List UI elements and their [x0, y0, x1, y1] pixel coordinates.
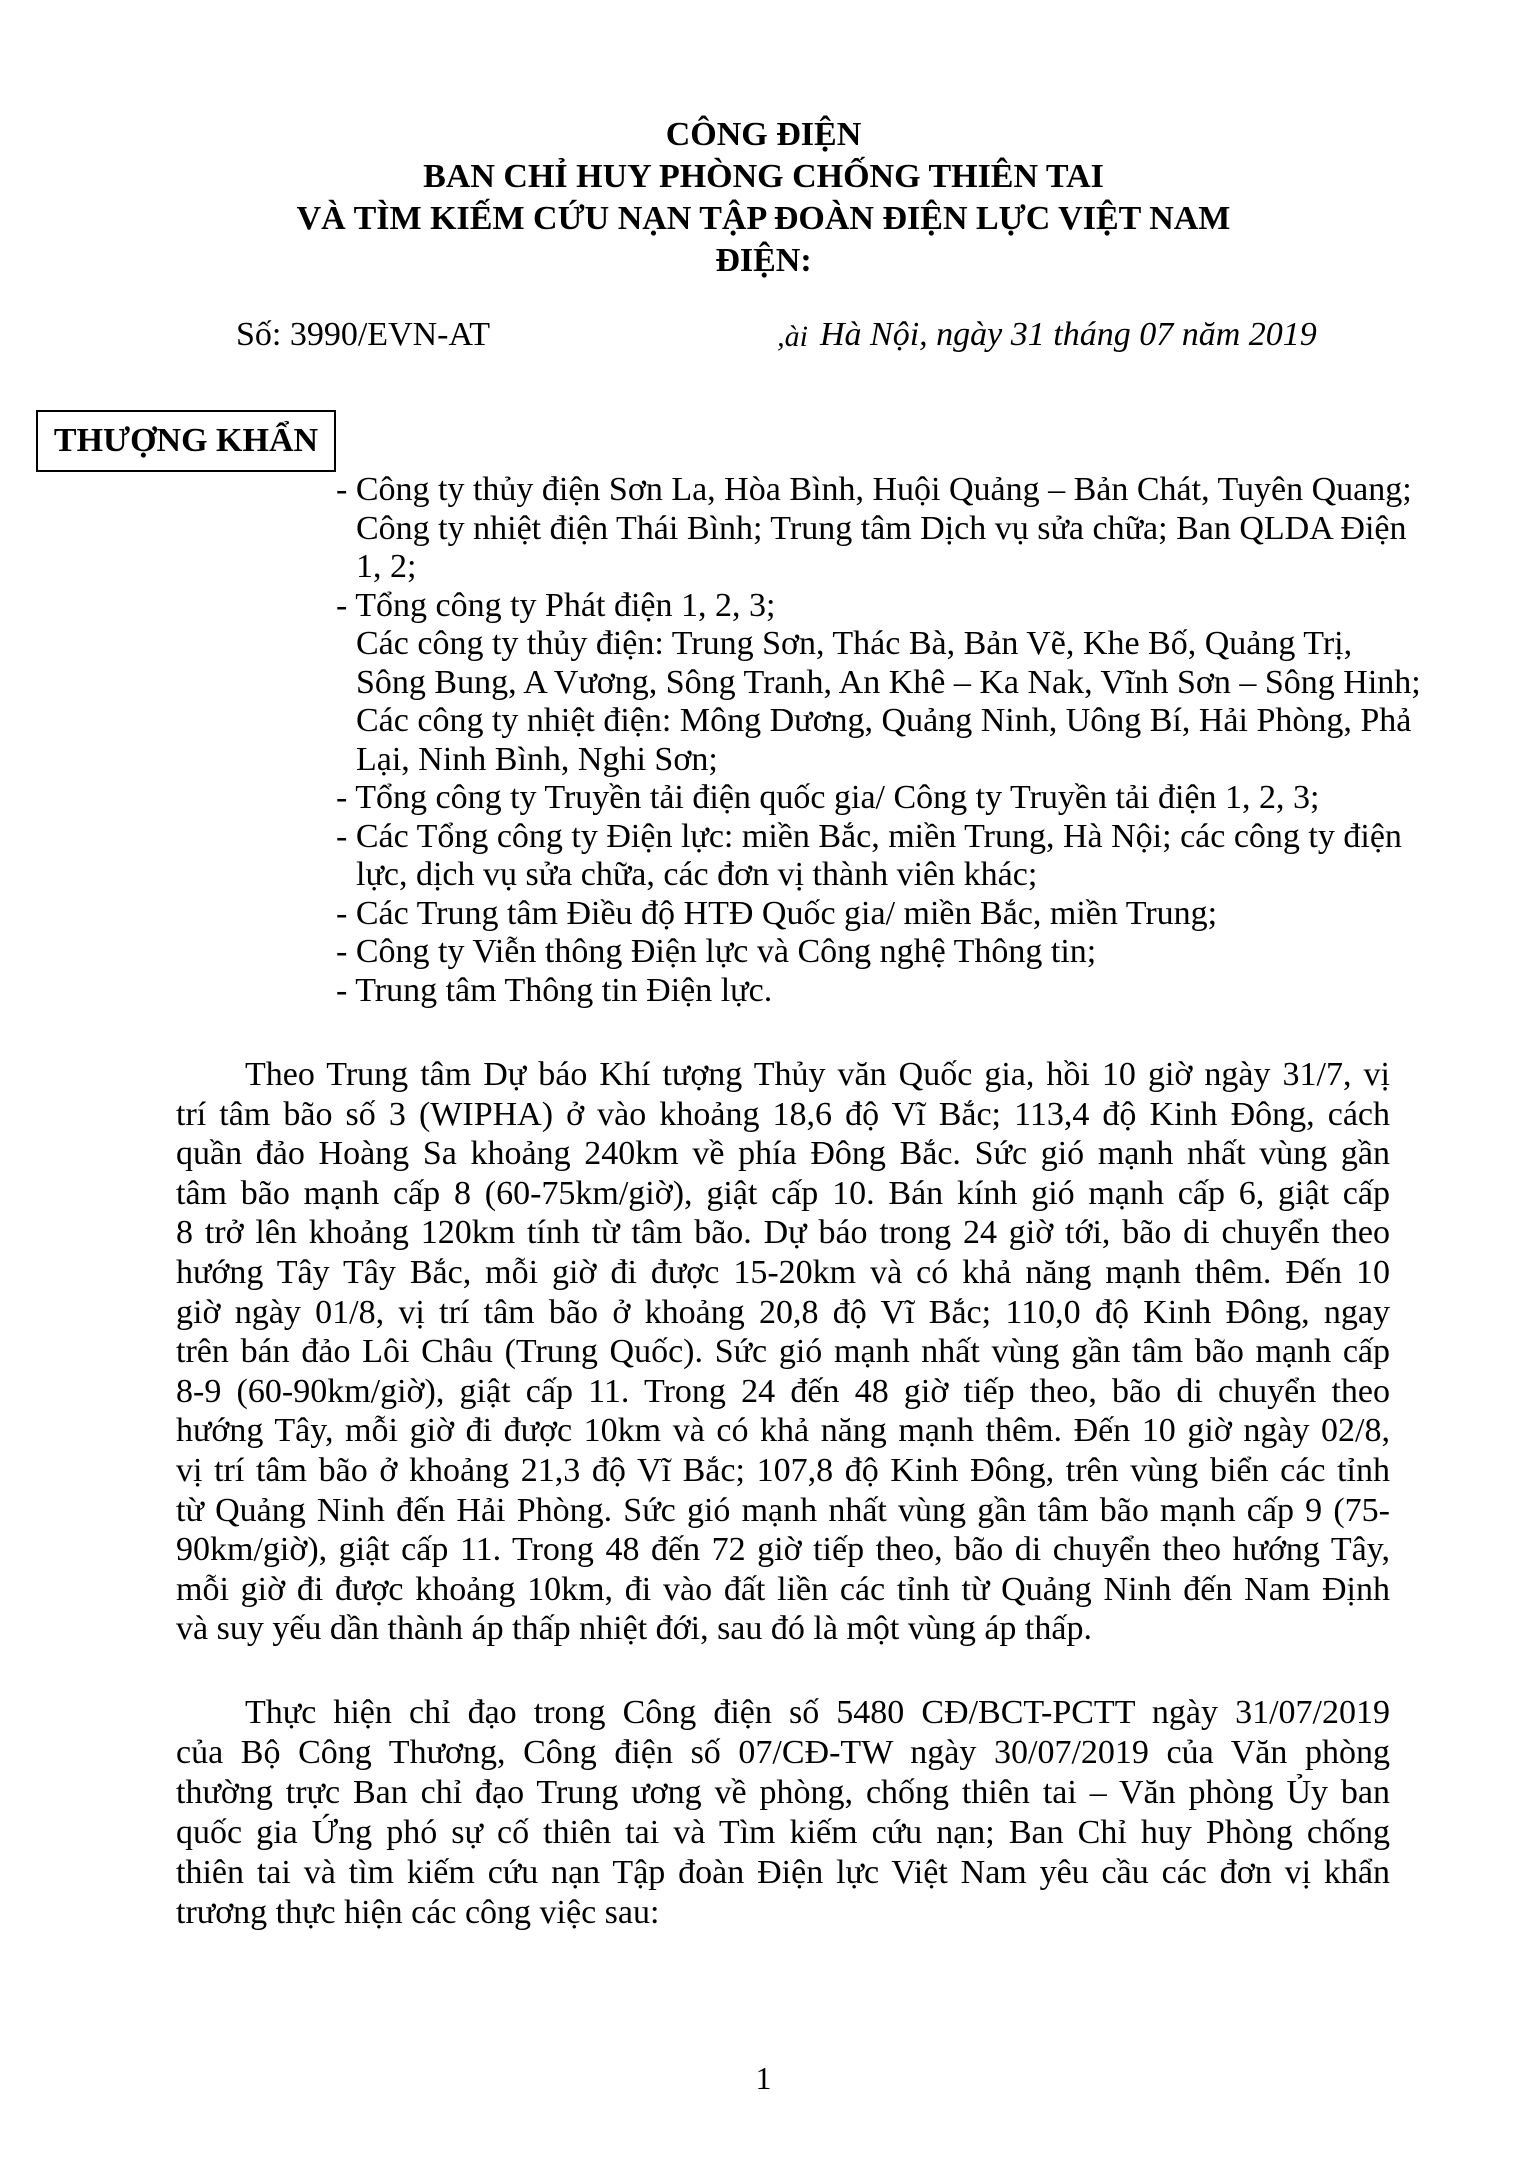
- paragraph-line: và suy yếu dần thành áp thấp nhiệt đới, sau đó là một vùng áp thấp.: [176, 1610, 1092, 1648]
- paragraph-line: trên bán đảo Lôi Châu (Trung Quốc). Sức gió mạnh nhất vùng gần tâm bão mạnh cấp: [176, 1333, 1390, 1371]
- paragraph-line: 90km/giờ), giật cấp 11. Trong 48 đến 72 giờ tiếp theo, bão di chuyển theo hướng Tây,: [176, 1531, 1390, 1569]
- paragraph-line: quốc gia Ứng phó sự cố thiên tai và Tìm kiếm cứu nạn; Ban Chỉ huy Phòng chống: [176, 1814, 1390, 1851]
- paragraph-line: giờ ngày 01/8, vị trí tâm bão ở khoảng 20,8 độ Vĩ Bắc; 110,0 độ Kinh Đông, ngay: [176, 1293, 1390, 1331]
- urgency-box: THƯỢNG KHẨN: [36, 410, 336, 472]
- recipient-line: - Tổng công ty Truyền tải điện quốc gia/ Công ty Truyền tải điện 1, 2, 3;: [336, 779, 1320, 816]
- org-name-line-1: BAN CHỈ HUY PHÒNG CHỐNG THIÊN TAI: [423, 158, 1104, 195]
- paragraph-line: của Bộ Công Thương, Công điện số 07/CĐ-TW ngày 30/07/2019 của Văn phòng: [176, 1734, 1390, 1771]
- recipient-line: Sông Bung, A Vương, Sông Tranh, An Khê – Ka Nak, Vĩnh Sơn – Sông Hinh;: [356, 663, 1421, 701]
- paragraph-line: trí tâm bão số 3 (WIPHA) ở vào khoảng 18,6 độ Vĩ Bắc; 113,4 độ Kinh Đông, cách: [176, 1095, 1390, 1133]
- paragraph-line: 8 trở lên khoảng 120km tính từ tâm bão. Dự báo trong 24 giờ tới, bão di chuyển theo: [176, 1214, 1390, 1252]
- recipient-line: Lại, Ninh Bình, Nghi Sơn;: [356, 740, 718, 778]
- recipient-line: - Tổng công ty Phát điện 1, 2, 3;: [336, 586, 776, 624]
- paragraph-line: hướng Tây Tây Bắc, mỗi giờ đi được 15-20km và có khả năng mạnh thêm. Đến 10: [176, 1254, 1390, 1291]
- page-number: 1: [755, 2060, 772, 2096]
- paragraph-line: Theo Trung tâm Dự báo Khí tượng Thủy văn Quốc gia, hồi 10 giờ ngày 31/7, vị: [245, 1056, 1390, 1093]
- paragraph-line: từ Quảng Ninh đến Hải Phòng. Sức gió mạnh nhất vùng gần tâm bão mạnh cấp 9 (75-: [176, 1491, 1390, 1529]
- stray-fragment: ài,: [777, 320, 808, 353]
- recipient-line: - Các Trung tâm Điều độ HTĐ Quốc gia/ miền Bắc, miền Trung;: [336, 894, 1218, 932]
- recipient-line: 1, 2;: [356, 548, 417, 585]
- paragraph-line: thiên tai và tìm kiếm cứu nạn Tập đoàn Điện lực Việt Nam yêu cầu các đơn vị khẩn: [176, 1854, 1390, 1891]
- paragraph-line: quần đảo Hoàng Sa khoảng 240km về phía Đông Bắc. Sức gió mạnh nhất vùng gần: [176, 1135, 1390, 1173]
- paragraph-line: trương thực hiện các công việc sau:: [176, 1894, 660, 1931]
- recipient-line: lực, dịch vụ sửa chữa, các đơn vị thành viên khác;: [356, 856, 1038, 893]
- org-name-line-2: VÀ TÌM KIẾM CỨU NẠN TẬP ĐOÀN ĐIỆN LỰC VIỆT NAM: [296, 200, 1231, 237]
- paragraph-line: thường trực Ban chỉ đạo Trung ương về phòng, chống thiên tai – Văn phòng Ủy ban: [176, 1774, 1390, 1811]
- recipient-line: Các công ty thủy điện: Trung Sơn, Thác Bà, Bản Vẽ, Khe Bố, Quảng Trị,: [356, 625, 1353, 662]
- place-date: Hà Nội, ngày 31 tháng 07 năm 2019: [820, 316, 1317, 353]
- paragraph-line: 8-9 (60-90km/giờ), giật cấp 11. Trong 24 đến 48 giờ tiếp theo, bão di chuyển theo: [176, 1372, 1390, 1410]
- recipient-line: - Trung tâm Thông tin Điện lực.: [336, 971, 773, 1009]
- paragraph-line: mỗi giờ đi được khoảng 10km, đi vào đất liền các tỉnh từ Quảng Ninh đến Nam Định: [176, 1570, 1390, 1608]
- document-title: CÔNG ĐIỆN: [665, 116, 862, 153]
- dien-label: ĐIỆN:: [715, 242, 812, 279]
- recipient-line: Các công ty nhiệt điện: Mông Dương, Quảng Ninh, Uông Bí, Hải Phòng, Phả: [356, 702, 1412, 739]
- recipient-line: - Công ty thủy điện Sơn La, Hòa Bình, Huội Quảng – Bản Chát, Tuyên Quang;: [336, 471, 1412, 508]
- recipient-line: - Các Tổng công ty Điện lực: miền Bắc, miền Trung, Hà Nội; các công ty điện: [336, 817, 1402, 855]
- recipient-line: Công ty nhiệt điện Thái Bình; Trung tâm Dịch vụ sửa chữa; Ban QLDA Điện: [356, 509, 1407, 547]
- recipient-line: - Công ty Viễn thông Điện lực và Công nghệ Thông tin;: [336, 933, 1097, 970]
- paragraph-line: Thực hiện chỉ đạo trong Công điện số 5480 CĐ/BCT-PCTT ngày 31/07/2019: [245, 1694, 1390, 1731]
- paragraph-line: tâm bão mạnh cấp 8 (60-75km/giờ), giật cấp 10. Bán kính gió mạnh cấp 6, giật cấp: [176, 1174, 1390, 1212]
- paragraph-line: vị trí tâm bão ở khoảng 21,3 độ Vĩ Bắc; 107,8 độ Kinh Đông, trên vùng biển các tỉnh: [176, 1452, 1390, 1489]
- paragraph-line: hướng Tây, mỗi giờ đi được 10km và có khả năng mạnh thêm. Đến 10 giờ ngày 02/8,: [176, 1412, 1390, 1450]
- document-number: Số: 3990/EVN-AT: [236, 316, 491, 353]
